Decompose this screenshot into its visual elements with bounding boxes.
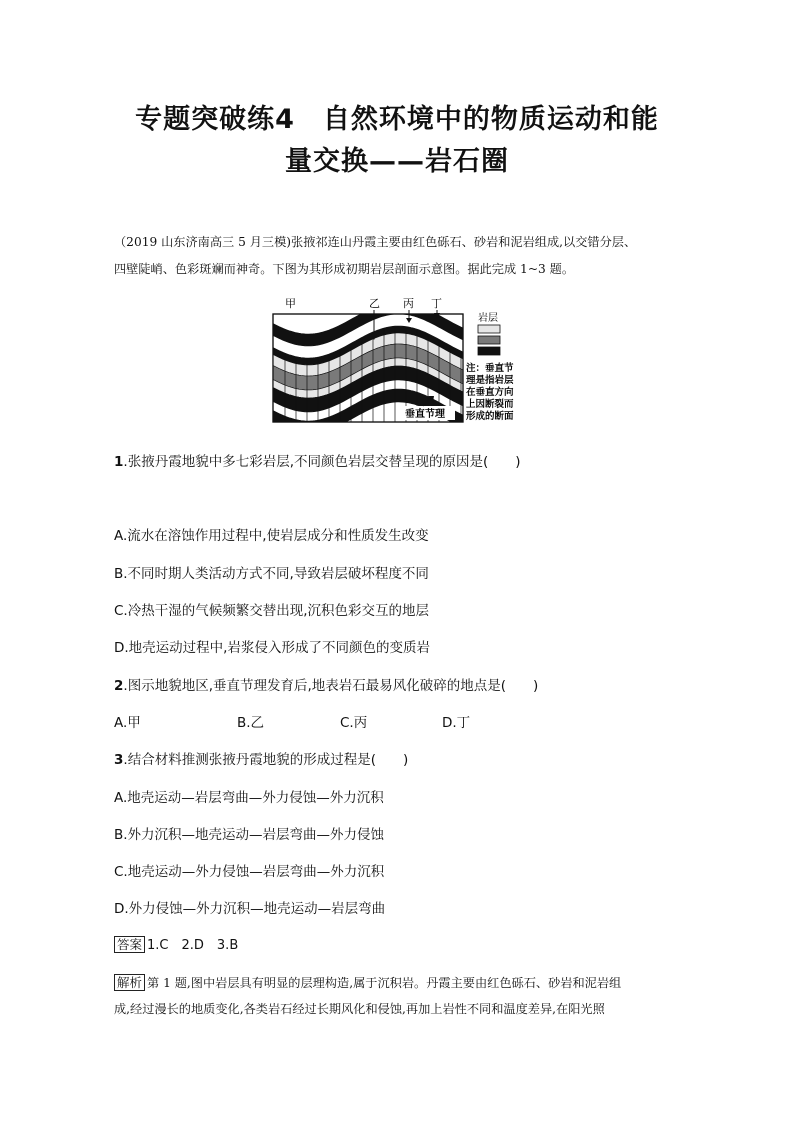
page-title-line-1: 专题突破练4 自然环境中的物质运动和能 [135, 104, 659, 135]
question-1-text: .张掖丹霞地貌中多七彩岩层,不同颜色岩层交替呈现的原因是( ) [123, 454, 521, 470]
legend-black-layer [478, 347, 500, 355]
intro-paragraph [114, 229, 694, 283]
question-1-option-b[interactable]: B.不同时期人类活动方式不同,导致岩层破坏程度不同 [114, 566, 429, 582]
label-jia: 甲 [285, 297, 296, 310]
question-2-option-a[interactable]: A.甲 [114, 715, 141, 731]
question-3-text: .结合材料推测张掖丹霞地貌的形成过程是( ) [123, 752, 409, 768]
legend-gray-layer [478, 336, 500, 344]
question-3-option-a[interactable]: A.地壳运动—岩层弯曲—外力侵蚀—外力沉积 [114, 790, 384, 806]
question-2-stem [114, 676, 538, 696]
joint-label: 垂直节理 [405, 409, 445, 420]
explanation-line-2: 成,经过漫长的地质变化,各类岩石经过长期风化和侵蚀,再加上岩性不同和温度差异,在阳光照 [114, 1002, 605, 1016]
explanation-line-1 [114, 970, 689, 996]
explanation-text-1: 第 1 题,图中岩层具有明显的层理构造,属于沉积岩。丹霞主要由红色砾石、砂岩和泥岩组 [147, 976, 622, 990]
label-yi: 乙 [369, 297, 380, 310]
question-2-option-d[interactable]: D.丁 [442, 715, 471, 731]
question-3-option-b[interactable]: B.外力沉积—地壳运动—岩层弯曲—外力侵蚀 [114, 827, 385, 843]
answer-line [114, 936, 238, 956]
question-3-option-d[interactable]: D.外力侵蚀—外力沉积—地壳运动—岩层弯曲 [114, 901, 386, 917]
note-line-5: 形成的断面 [466, 411, 514, 422]
rock-strata-figure [265, 292, 535, 427]
question-1-stem [114, 452, 521, 472]
question-3-stem [114, 750, 408, 770]
question-1-option-a[interactable]: A.流水在溶蚀作用过程中,使岩层成分和性质发生改变 [114, 528, 429, 544]
page-title-line-2: 量交换——岩石圈 [285, 146, 509, 177]
question-2-option-c[interactable]: C.丙 [340, 715, 368, 731]
label-bing: 丙 [403, 297, 414, 310]
answer-tag: 答案 [114, 936, 145, 953]
question-2-text: .图示地貌地区,垂直节理发育后,地表岩石最易风化破碎的地点是( ) [123, 678, 539, 694]
question-1-option-d[interactable]: D.地壳运动过程中,岩浆侵入形成了不同颜色的变质岩 [114, 640, 430, 656]
legend-title: 岩层 [478, 313, 498, 324]
explanation-paragraph [114, 970, 689, 1022]
note-line-3: 在垂直方向 [466, 387, 514, 398]
answer-text: 1.C 2.D 3.B [147, 938, 239, 953]
question-2-number: 2 [114, 678, 124, 694]
explanation-tag: 解析 [114, 974, 145, 991]
note-line-4: 上因断裂而 [466, 399, 514, 410]
intro-line-1: （2019 山东济南高三 5 月三模)张掖祁连山丹霞主要由红色砾石、砂岩和泥岩组成,以交错分层、 [114, 235, 637, 249]
note-line-1: 注：垂直节 [466, 363, 514, 374]
question-3-option-c[interactable]: C.地壳运动—外力侵蚀—岩层弯曲—外力沉积 [114, 864, 385, 880]
note-line-2: 理是指岩层 [466, 375, 514, 386]
label-ding: 丁 [431, 297, 442, 310]
legend-light-layer [478, 325, 500, 333]
question-1-option-c[interactable]: C.冷热干湿的气候频繁交替出现,沉积色彩交互的地层 [114, 603, 430, 619]
question-2-option-b[interactable]: B.乙 [237, 715, 265, 731]
intro-line-2: 四壁陡峭、色彩斑斓而神奇。下图为其形成初期岩层剖面示意图。据此完成 1~3 题。 [114, 262, 575, 276]
question-3-number: 3 [114, 752, 124, 768]
question-1-number: 1 [114, 454, 124, 470]
